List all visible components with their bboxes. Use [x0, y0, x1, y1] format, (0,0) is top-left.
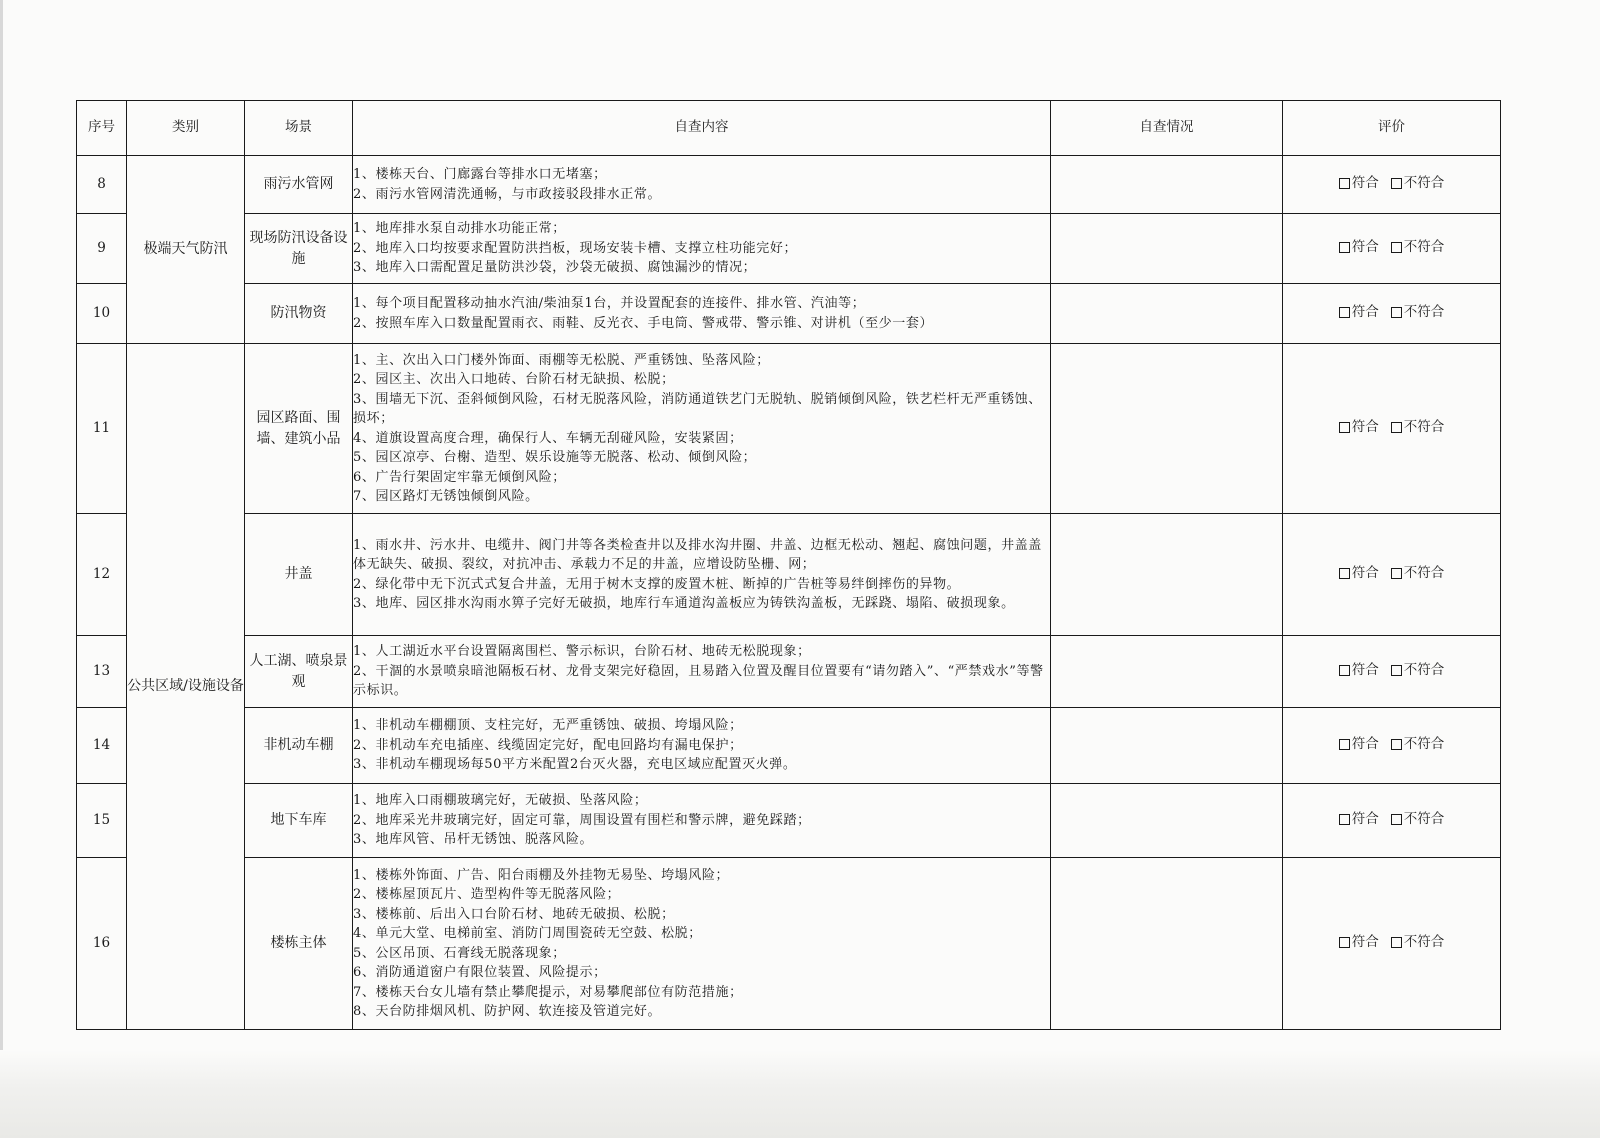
table-row — [77, 784, 1501, 858]
row-status-cell[interactable] — [1051, 156, 1283, 214]
row-content — [353, 156, 1051, 214]
conform-checkbox[interactable] — [1339, 418, 1379, 438]
content-line: 5、公区吊顶、石膏线无脱落现象； — [353, 945, 566, 961]
content-line: 1、地库入口雨棚玻璃完好，无破损、坠落风险； — [353, 793, 648, 809]
checkbox-icon[interactable] — [1391, 178, 1402, 189]
row-content — [353, 858, 1051, 1030]
content-line: 4、单元大堂、电梯前室、消防门周围瓷砖无空鼓、松脱； — [353, 926, 702, 941]
conform-checkbox[interactable] — [1339, 238, 1379, 258]
row-number: 15 — [77, 784, 127, 858]
content-line: 4、道旗设置高度合理，确保行人、车辆无刮碰风险，安装紧固； — [353, 430, 743, 446]
nonconform-label: 不符合 — [1403, 810, 1445, 827]
content-line: 1、楼栋天台、门廊露台等排水口无堵塞； — [353, 167, 607, 182]
content-line: 6、广告行架固定牢靠无倾倒风险； — [353, 469, 566, 485]
content-line: 1、主、次出入口门楼外饰面、雨棚等无松脱、严重锈蚀、坠落风险； — [353, 352, 770, 368]
conform-checkbox[interactable] — [1339, 933, 1379, 953]
checkbox-icon[interactable] — [1391, 568, 1402, 579]
checkbox-icon[interactable] — [1339, 665, 1350, 676]
nonconform-checkbox[interactable] — [1391, 933, 1445, 953]
nonconform-checkbox[interactable] — [1391, 735, 1445, 755]
header-scene: 场景 — [245, 101, 353, 156]
conform-label: 符合 — [1351, 418, 1379, 435]
row-scene: 人工湖、喷泉景观 — [245, 636, 353, 708]
table-row — [77, 858, 1501, 1030]
row-content — [353, 284, 1051, 344]
row-status-cell[interactable] — [1051, 214, 1283, 284]
row-evaluation — [1283, 156, 1501, 214]
row-evaluation — [1283, 514, 1501, 636]
content-line: 2、楼栋屋顶瓦片、造型构件等无脱落风险； — [353, 887, 621, 902]
row-number: 13 — [77, 636, 127, 708]
content-line: 1、非机动车棚棚顶、支柱完好，无严重锈蚀、破损、垮塌风险； — [353, 718, 743, 734]
table-row — [77, 514, 1501, 636]
content-line: 1、雨水井、污水井、电缆井、阀门井等各类检查井以及排水沟井圈、井盖、边框无松动、翘起、腐蚀问题，井盖盖体无缺失、破损、裂纹，对抗冲击、承载力不足的井盖，应增设防坠栅、网； — [353, 537, 1042, 572]
content-line: 1、人工湖近水平台设置隔离围栏、警示标识，台阶石材、地砖无松脱现象； — [353, 644, 811, 660]
row-evaluation — [1283, 284, 1501, 344]
content-line: 2、按照车库入口数量配置雨衣、雨鞋、反光衣、手电筒、警戒带、警示锥、对讲机（至少一套） — [353, 315, 934, 331]
row-number: 9 — [77, 214, 127, 284]
header-evaluation: 评价 — [1283, 101, 1501, 156]
nonconform-label: 不符合 — [1403, 238, 1445, 255]
row-status-cell[interactable] — [1051, 514, 1283, 636]
checkbox-icon[interactable] — [1391, 739, 1402, 750]
row-number: 16 — [77, 858, 127, 1030]
checkbox-icon[interactable] — [1339, 814, 1350, 825]
row-status-cell[interactable] — [1051, 708, 1283, 784]
content-line: 2、雨污水管网清洗通畅，与市政接驳段排水正常。 — [353, 186, 662, 202]
row-evaluation — [1283, 784, 1501, 858]
row-number: 8 — [77, 156, 127, 214]
content-line: 5、园区凉亭、台榭、造型、娱乐设施等无脱落、松动、倾倒风险； — [353, 450, 757, 465]
row-content — [353, 514, 1051, 636]
row-status-cell[interactable] — [1051, 858, 1283, 1030]
content-line: 2、园区主、次出入口地砖、台阶石材无缺损、松脱； — [353, 372, 675, 387]
checkbox-icon[interactable] — [1339, 568, 1350, 579]
checkbox-icon[interactable] — [1391, 937, 1402, 948]
table-row — [77, 214, 1501, 284]
content-line: 3、围墙无下沉、歪斜倾倒风险，石材无脱落风险，消防通道铁艺门无脱轨、脱销倾倒风险，铁艺栏杆无严重锈蚀、损坏； — [353, 391, 1042, 426]
content-line: 2、干涸的水景喷泉暗池隔板石材、龙骨支架完好稳固，且易踏入位置及醒目位置要有“请勿踏入”、“严禁戏水”等警示标识。 — [353, 663, 1044, 699]
conform-label: 符合 — [1351, 303, 1379, 320]
table-row — [77, 636, 1501, 708]
self-check-table — [76, 100, 1501, 1030]
content-line: 2、非机动车充电插座、线缆固定完好，配电回路均有漏电保护； — [353, 737, 743, 753]
checkbox-icon[interactable] — [1339, 937, 1350, 948]
header-category: 类别 — [127, 101, 245, 156]
nonconform-label: 不符合 — [1403, 735, 1445, 752]
category-flood: 极端天气防汛 — [127, 156, 245, 344]
conform-label: 符合 — [1351, 238, 1379, 255]
row-evaluation — [1283, 214, 1501, 284]
row-scene: 楼栋主体 — [245, 858, 353, 1030]
checkbox-icon[interactable] — [1339, 739, 1350, 750]
row-evaluation — [1283, 708, 1501, 784]
table-row — [77, 344, 1501, 514]
row-scene: 园区路面、围墙、建筑小品 — [245, 344, 353, 514]
row-scene: 地下车库 — [245, 784, 353, 858]
content-line: 3、地库、园区排水沟雨水箅子完好无破损，地库行车通道沟盖板应为铸铁沟盖板，无踩跷、塌陷、破损现象。 — [353, 596, 1015, 611]
nonconform-label: 不符合 — [1403, 661, 1445, 678]
nonconform-checkbox[interactable] — [1391, 564, 1445, 584]
content-line: 3、地库入口需配置足量防洪沙袋，沙袋无破损、腐蚀漏沙的情况； — [353, 260, 757, 276]
row-content — [353, 784, 1051, 858]
content-line: 1、楼栋外饰面、广告、阳台雨棚及外挂物无易坠、垮塌风险； — [353, 867, 730, 883]
nonconform-checkbox[interactable] — [1391, 810, 1445, 830]
nonconform-label: 不符合 — [1403, 564, 1445, 581]
conform-label: 符合 — [1351, 661, 1379, 678]
checkbox-icon[interactable] — [1339, 178, 1350, 189]
content-line: 2、地库入口均按要求配置防洪挡板，现场安装卡槽、支撑立柱功能完好； — [353, 240, 798, 256]
row-content — [353, 636, 1051, 708]
conform-checkbox[interactable] — [1339, 303, 1379, 323]
row-scene: 雨污水管网 — [245, 156, 353, 214]
row-status-cell[interactable] — [1051, 344, 1283, 514]
conform-checkbox[interactable] — [1339, 810, 1379, 830]
scan-shadow — [0, 1050, 1600, 1138]
content-line: 1、地库排水泵自动排水功能正常； — [353, 221, 566, 237]
row-number: 11 — [77, 344, 127, 514]
content-line: 2、绿化带中无下沉式式复合井盖，无用于树木支撑的废置木桩、断掉的广告桩等易绊倒摔伤的异物。 — [353, 576, 961, 592]
header-content: 自查内容 — [353, 101, 1051, 156]
row-number: 12 — [77, 514, 127, 636]
nonconform-label: 不符合 — [1403, 933, 1445, 950]
conform-label: 符合 — [1351, 810, 1379, 827]
checkbox-icon[interactable] — [1391, 307, 1402, 318]
row-scene: 非机动车棚 — [245, 708, 353, 784]
table-header-row — [77, 101, 1501, 156]
row-evaluation — [1283, 858, 1501, 1030]
checkbox-icon[interactable] — [1391, 814, 1402, 825]
checkbox-icon[interactable] — [1339, 422, 1350, 433]
conform-label: 符合 — [1351, 933, 1379, 950]
row-status-cell[interactable] — [1051, 636, 1283, 708]
row-content — [353, 214, 1051, 284]
nonconform-label: 不符合 — [1403, 303, 1445, 320]
content-line: 1、每个项目配置移动抽水汽油/柴油泵1台，并设置配套的连接件、排水管、汽油等； — [353, 296, 866, 311]
content-line: 3、非机动车棚现场每50平方米配置2台灭火器，充电区域应配置灭火弹。 — [353, 757, 797, 773]
conform-checkbox[interactable] — [1339, 735, 1379, 755]
row-scene: 现场防汛设备设施 — [245, 214, 353, 284]
conform-checkbox[interactable] — [1339, 661, 1379, 681]
conform-checkbox[interactable] — [1339, 564, 1379, 584]
checkbox-icon[interactable] — [1391, 422, 1402, 433]
row-number: 14 — [77, 708, 127, 784]
category-public: 公共区域/设施设备 — [127, 344, 245, 1030]
row-scene: 防汛物资 — [245, 284, 353, 344]
conform-label: 符合 — [1351, 735, 1379, 752]
row-status-cell[interactable] — [1051, 284, 1283, 344]
content-line: 7、园区路灯无锈蚀倾倒风险。 — [353, 489, 539, 504]
content-line: 3、地库风管、吊杆无锈蚀、脱落风险。 — [353, 832, 594, 848]
content-line: 8、天台防排烟风机、防护网、软连接及管道完好。 — [353, 1004, 662, 1019]
nonconform-label: 不符合 — [1403, 418, 1445, 435]
header-status: 自查情况 — [1051, 101, 1283, 156]
row-number: 10 — [77, 284, 127, 344]
conform-label: 符合 — [1351, 174, 1379, 191]
conform-checkbox[interactable] — [1339, 174, 1379, 194]
checkbox-icon[interactable] — [1391, 242, 1402, 253]
nonconform-checkbox[interactable] — [1391, 303, 1445, 323]
table-row — [77, 156, 1501, 214]
row-content — [353, 344, 1051, 514]
checkbox-icon[interactable] — [1339, 307, 1350, 318]
nonconform-checkbox[interactable] — [1391, 238, 1445, 258]
scan-edge — [0, 0, 3, 1138]
row-scene: 井盖 — [245, 514, 353, 636]
table-row — [77, 708, 1501, 784]
content-line: 6、消防通道窗户有限位装置、风险提示； — [353, 965, 607, 980]
header-num: 序号 — [77, 101, 127, 156]
row-status-cell[interactable] — [1051, 784, 1283, 858]
nonconform-checkbox[interactable] — [1391, 661, 1445, 681]
content-line: 7、楼栋天台女儿墙有禁止攀爬提示，对易攀爬部位有防范措施； — [353, 984, 743, 1000]
checkbox-icon[interactable] — [1391, 665, 1402, 676]
nonconform-checkbox[interactable] — [1391, 418, 1445, 438]
row-evaluation — [1283, 344, 1501, 514]
content-line: 3、楼栋前、后出入口台阶石材、地砖无破损、松脱； — [353, 906, 675, 922]
content-line: 2、地库采光井玻璃完好，固定可靠，周围设置有围栏和警示牌，避免踩踏； — [353, 812, 811, 828]
nonconform-checkbox[interactable] — [1391, 174, 1445, 194]
checkbox-icon[interactable] — [1339, 242, 1350, 253]
conform-label: 符合 — [1351, 564, 1379, 581]
nonconform-label: 不符合 — [1403, 174, 1445, 191]
table-row — [77, 284, 1501, 344]
row-content — [353, 708, 1051, 784]
row-evaluation — [1283, 636, 1501, 708]
